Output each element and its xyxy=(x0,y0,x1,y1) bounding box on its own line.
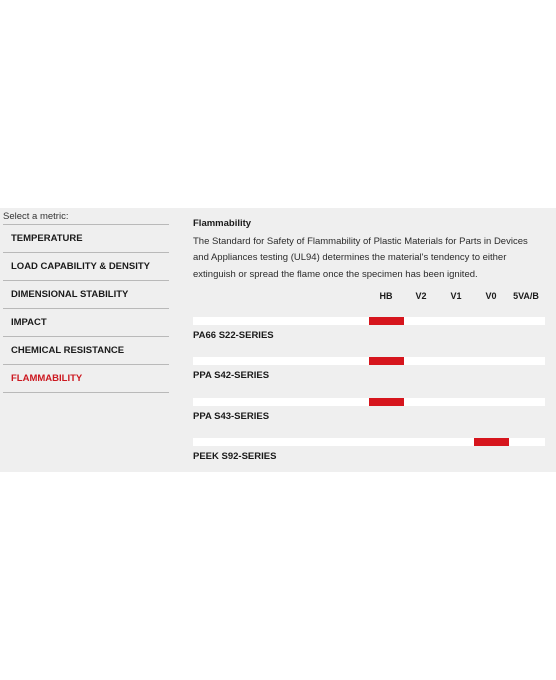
select-metric-label: Select a metric: xyxy=(3,211,69,222)
rating-track xyxy=(193,438,545,446)
metric-sidebar xyxy=(3,211,169,393)
series-row xyxy=(193,317,545,357)
rating-scale xyxy=(193,291,545,303)
rating-mark xyxy=(369,357,404,365)
metric-item-chemical-resistance[interactable]: CHEMICAL RESISTANCE xyxy=(3,337,169,365)
metric-item-dimensional-stability[interactable]: DIMENSIONAL STABILITY xyxy=(3,281,169,309)
series-name: PPA S42-SERIES xyxy=(193,370,270,382)
series-row xyxy=(193,438,545,478)
rating-track xyxy=(193,317,545,325)
metric-item-impact[interactable]: IMPACT xyxy=(3,309,169,337)
scale-label-5va-b: 5VA/B xyxy=(513,291,539,301)
rating-track xyxy=(193,357,545,365)
metric-list xyxy=(3,224,169,393)
content-title: Flammability xyxy=(193,218,252,229)
metric-item-load-capability-density[interactable]: LOAD CAPABILITY & DENSITY xyxy=(3,253,169,281)
rating-mark xyxy=(369,398,404,406)
scale-label-v0: V0 xyxy=(485,291,497,301)
scale-label-v2: V2 xyxy=(415,291,427,301)
series-rows xyxy=(193,317,545,478)
scale-label-v1: V1 xyxy=(450,291,462,301)
series-name: PEEK S92-SERIES xyxy=(193,450,277,462)
series-row xyxy=(193,357,545,397)
scale-label-hb: HB xyxy=(379,291,393,301)
series-name: PA66 S22-SERIES xyxy=(193,330,274,341)
rating-mark xyxy=(474,438,509,446)
metric-content xyxy=(193,218,545,283)
series-row xyxy=(193,398,545,438)
metric-item-flammability[interactable]: FLAMMABILITY xyxy=(3,365,169,393)
series-name: PPA S43-SERIES xyxy=(193,410,270,422)
rating-mark xyxy=(369,317,404,325)
rating-track xyxy=(193,398,545,406)
metrics-panel xyxy=(0,208,556,472)
content-description: The Standard for Safety of Flammability of Plastic Materials for Parts in Devices and Appliances testing (UL94) determines the material's tendency to either extinguish or spread the flame once the specimen has been ignited. xyxy=(193,236,528,280)
metric-item-temperature[interactable]: TEMPERATURE xyxy=(3,225,169,253)
